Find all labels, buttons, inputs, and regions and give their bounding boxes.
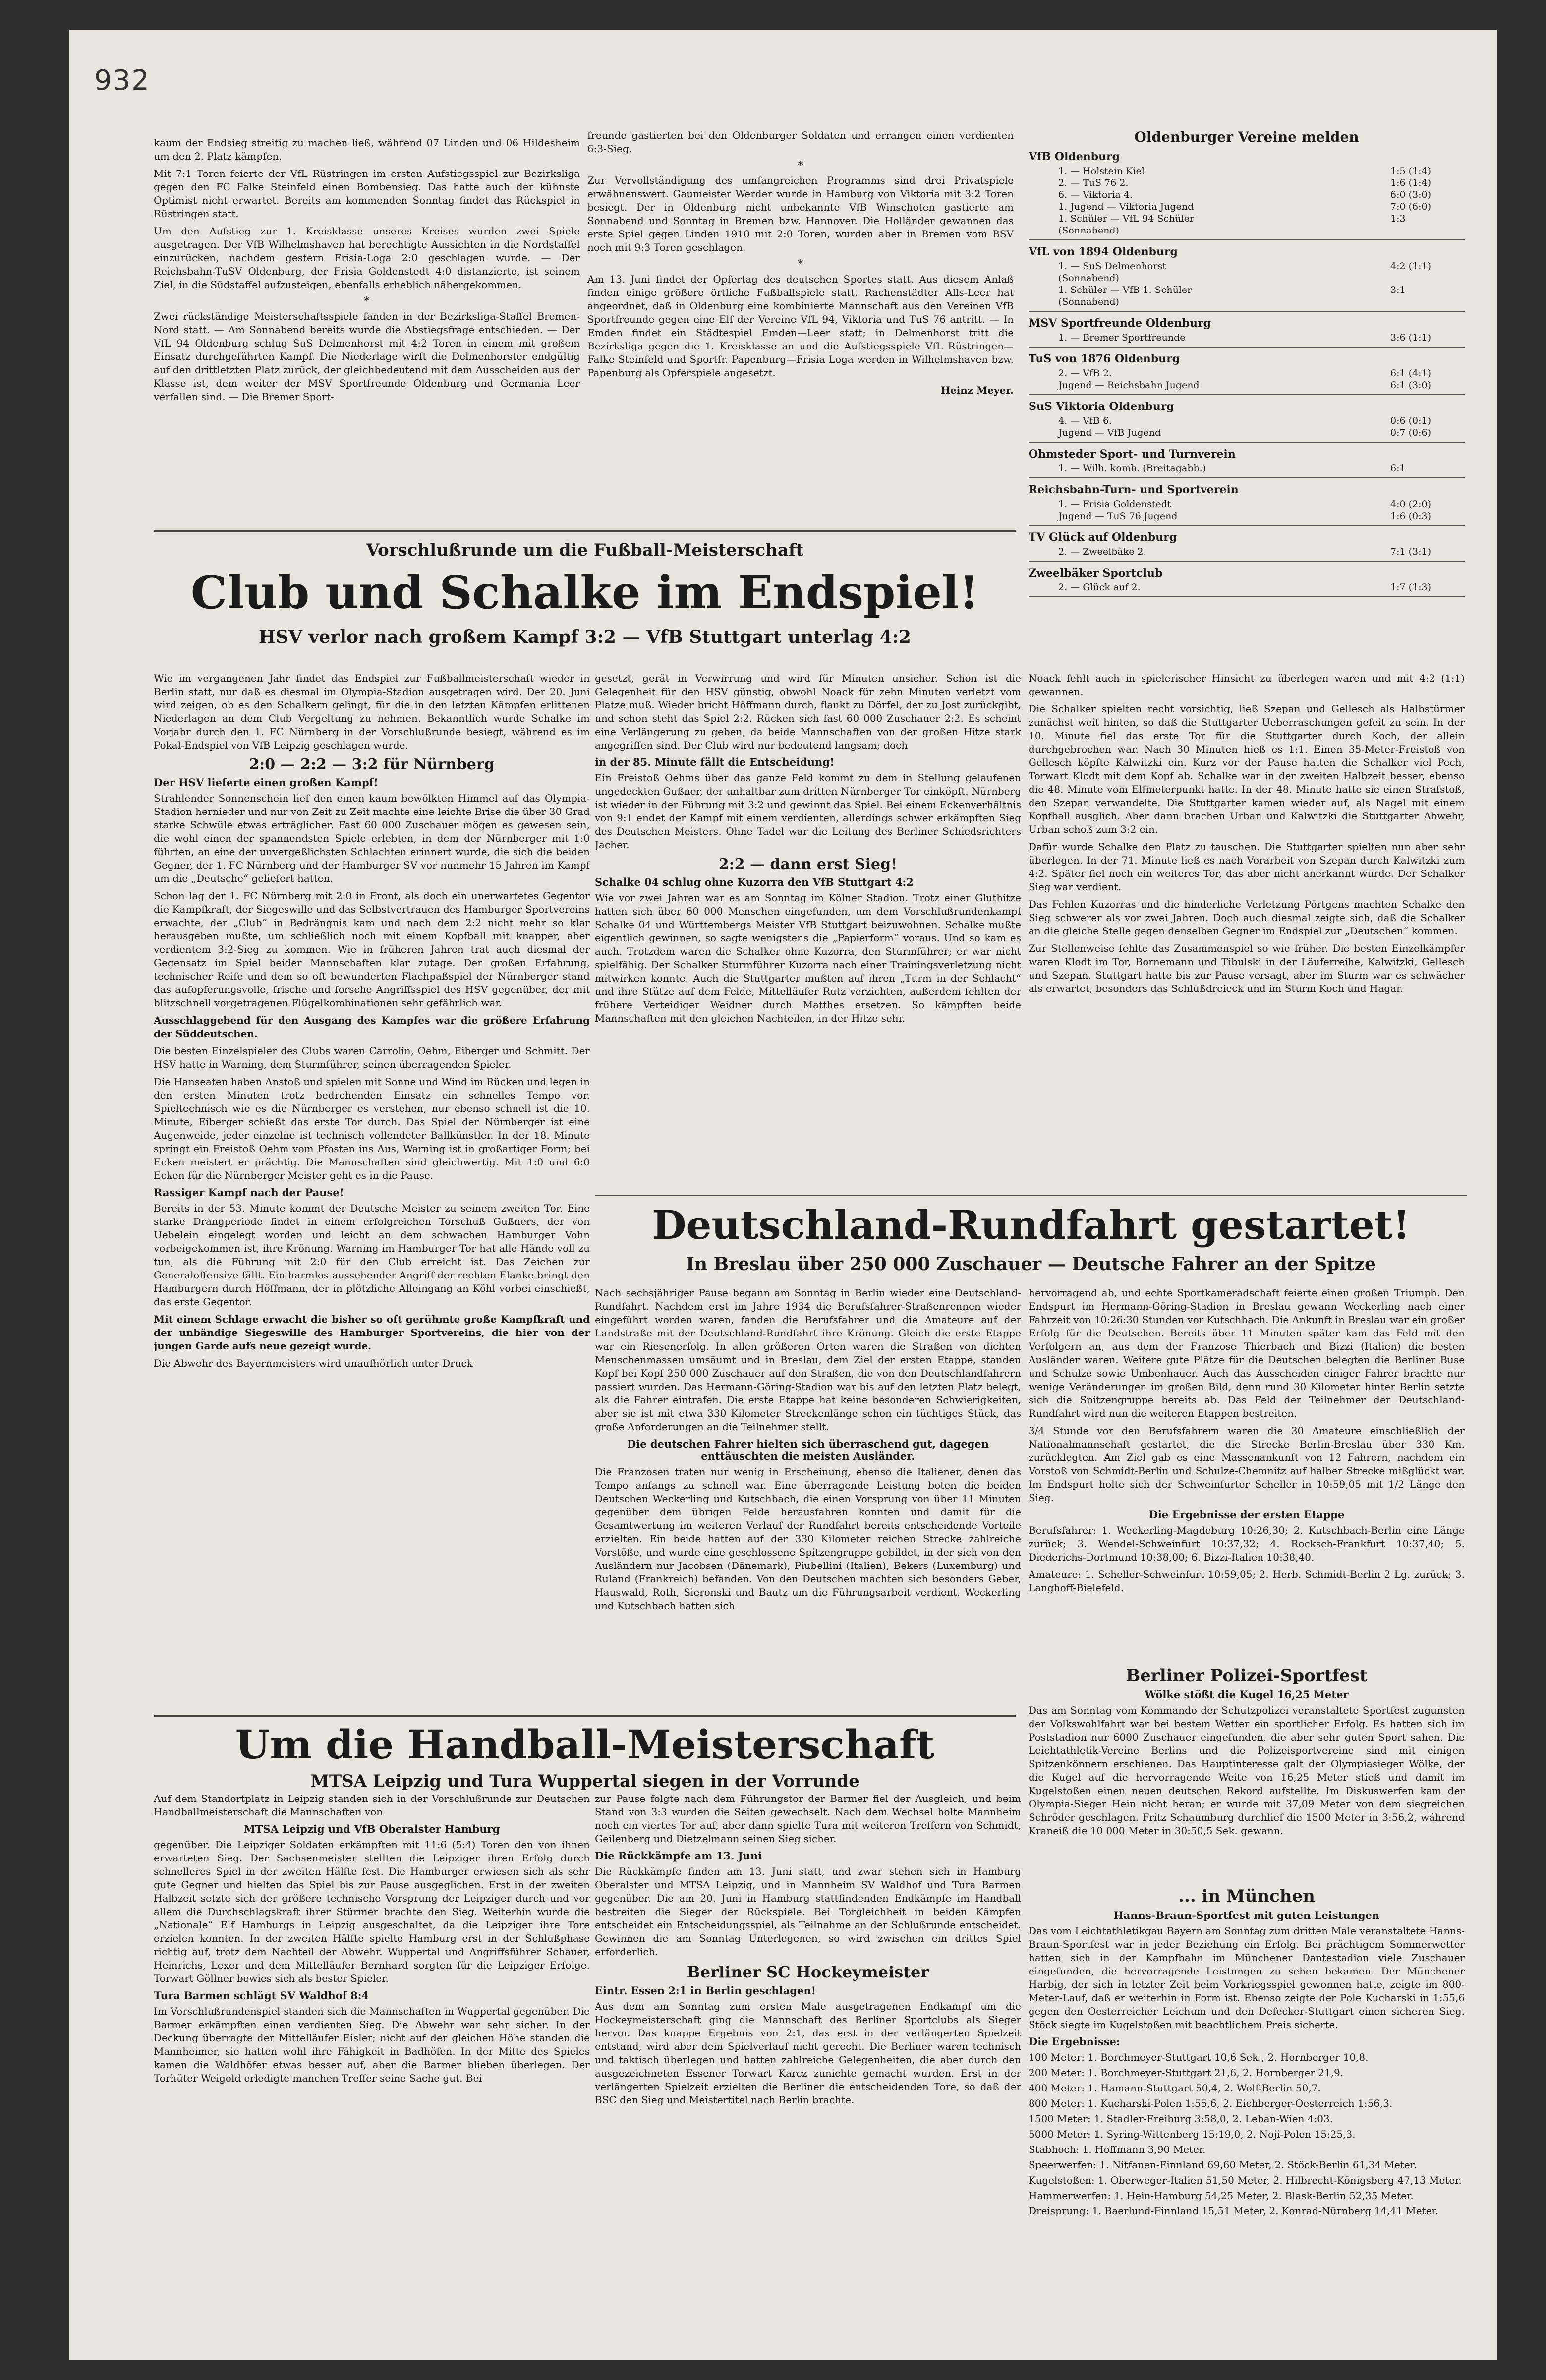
result-row [1029, 284, 1465, 296]
result-row [1029, 367, 1465, 379]
club-divider [1029, 347, 1465, 348]
match-score: 3:1 [1390, 285, 1406, 295]
match-name: 1. — Frisia Goldenstedt [1058, 499, 1171, 510]
match-name: 1. — Holstein Kiel [1058, 166, 1145, 176]
match-name: 1. Schüler — VfL 94 Schüler [1058, 213, 1194, 224]
club-divider [1029, 561, 1465, 562]
paragraph: Ausschlaggebend für den Ausgang des Kampfes war die größere Erfahrung der Süddeutschen. [154, 1014, 590, 1040]
club-name: VfL von 1894 Oldenburg [1029, 245, 1178, 258]
football-column-3 [1029, 672, 1465, 1187]
result-line: Stabhoch: 1. Hoffmann 3,90 Meter. [1029, 2144, 1206, 2155]
results-title: Oldenburger Vereine melden [1134, 129, 1359, 145]
paragraph: Wie vor zwei Jahren war es am Sonntag im Kölner Stadion. Trotz einer Gluthitze hatten sich über 60 000 Menschen eingefunden, um dem Vorschlußrundenkampf Schalke 04 und Württembergs Meister VfB Stuttgart beizuwohnen. Schalke mußte eigentlich gewinnen, so sagte wenigstens die „Papierform“ voraus. Und so kam es auch. Trotzdem waren die Schalker ohne Kuzorra, den Sturmführer; er war nicht spielfähig. Der Schalker Sturmführer Kuzorra nach einer Trainingsverletzung nicht mitwirken konnte. Auch die Stuttgarter mußten auf ihren „Turm in der Schlacht“ und ihre Stütze auf dem Felde, Mittelläufer Rutz verzichten, außerdem fehlten der frühere Verteidiger Weidner durch Matthes ersetzen. So kämpften beide Mannschaften mit den gleichen Nachteilen, in der Hitze sehr. [595, 892, 1021, 1024]
result-line: Hammerwerfen: 1. Hein-Hamburg 54,25 Meter, 2. Blask-Berlin 52,35 Meter. [1029, 2190, 1414, 2202]
paragraph: Aus dem am Sonntag zum ersten Male ausgetragenen Endkampf um die Hockeymeisterschaft ging die Mannschaft des Berliner Sportclubs als Sieger hervor. Das knappe Ergebnis von 2:1, das erst in der verlängerten Spielzeit entstand, wird aber dem Spielverlauf nicht gerecht. Die Berliner waren technisch und taktisch überlegen und hatten zahlreiche Gelegenheiten, die aber durch den ausgezeichneten Essener Torwart Karcz zunichte gemacht wurden. Erst in der verlängerten Spielzeit erzielten die Berliner die entscheidenden Tore, so daß der BSC den Sieg und Meistertitel nach Berlin brachte. [595, 2000, 1021, 2106]
result-row [1029, 427, 1465, 439]
club-name: VfB Oldenburg [1029, 150, 1120, 163]
cycling-column-1 [595, 1286, 1021, 1723]
cycling-headline: Deutschland-Rundfahrt gestartet! [652, 1202, 1410, 1248]
club-results-list [1029, 150, 1465, 597]
subheading: Der HSV lieferte einen großen Kampf! [154, 776, 378, 789]
subheading: Berliner SC Hockeymeister [687, 1963, 929, 1981]
match-name: 2. — Zweelbäke 2. [1058, 546, 1146, 557]
subheading: 2:2 — dann erst Sieg! [718, 856, 898, 873]
page-number: 932 [94, 64, 150, 97]
cycling-headline-block [595, 1195, 1467, 1285]
munich-headline: ... in München [1178, 1886, 1315, 1906]
result-line: 5000 Meter: 1. Syring-Wittenberg 15:19,0, 2. Noji-Polen 15:25,3. [1029, 2128, 1356, 2140]
match-name: 1. — Wilh. komb. (Breitagabb.) [1058, 463, 1206, 474]
match-score: 6:1 (4:1) [1390, 368, 1431, 379]
handball-headline-block [154, 1715, 1016, 1791]
match-score [1390, 296, 1465, 308]
result-row [1029, 177, 1465, 189]
match-score: 0:7 (0:6) [1390, 427, 1431, 438]
result-row [1029, 415, 1465, 427]
match-name: (Sonnabend) [1058, 225, 1119, 236]
paragraph: Die Rückkämpfe finden am 13. Juni statt, und zwar stehen sich in Hamburg Oberalster und MTSA Leipzig, und in Mannheim SV Waldhof und Tura Barmen gegenüber. Die am 20. Juni in Hamburg stattfindenden Endkämpfe im Handball bestreiten die Sieger der Rückspiele. Bei Torgleichheit in beiden Kämpfen entscheidet ein Entscheidungsspiel, als Teilnahme an der Schlußrunde entscheidet. Gewinnen die am Sonntag Unterlegenen, so wird zwischen ein drittes Spiel erforderlich. [595, 1865, 1021, 1958]
match-score: 4:2 (1:1) [1390, 261, 1431, 272]
subheading: MTSA Leipzig und VfB Oberalster Hamburg [243, 1823, 500, 1835]
result-row [1029, 260, 1465, 272]
football-kicker: Vorschlußrunde um die Fußball-Meisterschaft [366, 540, 804, 560]
match-score: 1:5 (1:4) [1390, 166, 1431, 176]
paragraph: Zwei rückständige Meisterschaftsspiele fanden in der Bezirksliga-Staffel Bremen-Nord statt. — Am Sonnabend bereits wurde die Abstiegsfrage entschieden. — Der VfL 94 Oldenburg schlug SuS Delmenhorst mit 4:2 Toren in einem mit großem Einsatz durchgeführten Kampf. Die Niederlage wirft die Delmenhorster endgültig auf den drittletzten Platz zurück, der gleichbedeutend mit dem Ausscheiden aus der Klasse ist, dem weiter der MSV Sportfreunde Oldenburg und Germania Leer verfallen sind. — Die Bremer Sport- [154, 310, 580, 403]
match-score: 3:6 (1:1) [1390, 332, 1431, 343]
paragraph: Berufsfahrer: 1. Weckerling-Magdeburg 10:26,30; 2. Kutschbach-Berlin eine Länge zurück; 3. Wendel-Schweinfurt 10:37,32; 4. Rocksch-Frankfurt 10:37,40; 5. Diederichs-Dortmund 10:38,00; 6. Bizzi-Italien 10:38,40. [1029, 1524, 1465, 1563]
result-row [1029, 498, 1465, 510]
paragraph: zur Pause folgte nach dem Führungstor der Barmer fiel der Ausgleich, und beim Stand von 3:3 wurden die Seiten gewechselt. Nach dem Wechsel holte Mannheim noch ein viertes Tor auf, aber dann spielte Tura mit weiteren Treffern von Schmidt, Geilenberg und Dietzelmann seinen Sieg sicher. [595, 1793, 1021, 1845]
match-score: 7:1 (3:1) [1390, 546, 1431, 557]
subheading: Tura Barmen schlägt SV Waldhof 8:4 [154, 1989, 369, 2002]
column-local-football-1 [154, 136, 580, 528]
result-row [1029, 272, 1465, 284]
paragraph: Nach sechsjähriger Pause begann am Sonntag in Berlin wieder eine Deutschland-Rundfahrt. Nachdem erst im Jahre 1934 die Berufsfahrer-Straßenrennen wieder eingeführt worden waren, fanden die Berufsfahrer und die Amateure auf der Landstraße mit der Deutschland-Rundfahrt ihre Krönung. Gleich die erste Etappe war ein Riesenerfolg. In allen größeren Orten waren die Straßen von dichten Menschenmassen umsäumt und in Breslau, dem Ziel der ersten Etappe, standen Kopf bei Kopf 250 000 Zuschauer auf den Straßen, die von den Deutschlandfahrern passiert wurden. Das Hermann-Göring-Stadion war bis auf den letzten Platz belegt, als die Fahrer eintrafen. Die erste Etappe hat keine besonderen Schwierigkeiten, aber sie ist mit etwa 330 Kilometer Streckenlänge schon ein tüchtiges Stück, das große Anforderungen an die Teilnehmer stellt. [595, 1287, 1021, 1433]
paragraph: gesetzt, gerät in Verwirrung und wird für Minuten unsicher. Schon ist die Gelegenheit für den HSV günstig, obwohl Noack für zehn Minuten verletzt vom Platze muß. Wieder bricht Höffmann durch, flankt zu Dörfel, der zu Jost zurückgibt, und schon steht das Spiel 2:2. Rücken sich fast 60 000 Zuschauer 2:2. Es scheint eine Verlängerung zu geben, da beide Mannschaften von der großen Hitze stark angegriffen sind. Der Club wird nur bedeutend langsam; doch [595, 672, 1021, 751]
subheading: Eintr. Essen 2:1 in Berlin geschlagen! [595, 1984, 816, 1997]
paragraph: Dafür wurde Schalke den Platz zu tauschen. Die Stuttgarter spielten nun aber sehr überlegen. In der 71. Minute ließ es nach Vorarbeit von Szepan durch Kalwitzki zum 4:2. Später fiel noch ein weiteres Tor, das aber nicht anerkannt wurde. Der Schalker Sieg war verdient. [1029, 841, 1465, 893]
match-score: 0:6 (0:1) [1390, 415, 1431, 426]
result-line: 100 Meter: 1. Borchmeyer-Stuttgart 10,6 Sek., 2. Hornberger 10,8. [1029, 2051, 1369, 2063]
club-divider [1029, 311, 1465, 312]
column-local-football-2 [587, 129, 1014, 521]
subheading: Die deutschen Fahrer hielten sich überraschend gut, dagegen enttäuschten die meisten Ausländer. [627, 1438, 989, 1462]
paragraph: Zur Vervollständigung des umfangreichen Programms sind drei Privatspiele erwähnenswert. Gaumeister Werder wurde in Hamburg von Viktoria mit 3:2 Toren besiegt. Der in Oldenburg nicht unbekannte VfB Winschoten gastierte am Sonnabend und Sonntag in Bremen bzw. Hannover. Die Holländer gewannen das erste Spiel gegen Linden 1910 mit 2:0 Toren, wurden aber in Bremen vom BSV noch mit 9:3 Toren geschlagen. [587, 174, 1014, 253]
match-score [1390, 272, 1465, 284]
paragraph: Das vom Leichtathletikgau Bayern am Sonntag zum dritten Male veranstaltete Hanns-Braun-Sportfest war in jeder Beziehung ein Erfolg. Bei prächtigem Sommerwetter hatten sich in der Kampfbahn im Münchener Dantestadion viele Zuschauer eingefunden, die hervorragende Leistungen zu sehen bekamen. Der Münchener Harbig, der sich in letzter Zeit beim Vorkriegsspiel gewonnen hatte, zeigte im 800-Meter-Lauf, daß er weiterhin in Form ist. Ebenso zeigte der Pole Kucharski in 1:55,6 gegen den Oesterreicher Leichum und den Defecker-Stuttgart einen sicheren Sieg. Stöck siegte im Kugelstoßen mit beachtlichem Preis sicherte. [1029, 1925, 1465, 2031]
result-line: Speerwerfen: 1. Nitfanen-Finnland 69,60 Meter, 2. Stöck-Berlin 61,34 Meter. [1029, 2159, 1417, 2171]
cycling-subhead: In Breslau über 250 000 Zuschauer — Deutsche Fahrer an der Spitze [686, 1254, 1376, 1275]
paragraph: gegenüber. Die Leipziger Soldaten erkämpften mit 11:6 (5:4) Toren den von ihnen erwarteten Sieg. Der Sachsenmeister stellten die Leipziger ihren Erfolg durch schnelleres Spiel in der zweiten Hälfte fest. Die Hamburger erwiesen sich als sehr gute Gegner und hielten das Spiel bis zur Pause ausgeglichen. Erst in der zweiten Halbzeit setzte sich der größere technische Vorsprung der Leipziger durch und vor allem die Durchschlagskraft ihrer Stürmer brachte den Sieg. Weiterhin wurde die „Nationale“ Elf Hamburgs in Leipzig ausgeschaltet, da die Leipziger ihre Tore erzielen konnten. In der zweiten Hälfte spielte Hamburg erst in der Schlußphase richtig auf, trotz dem Nachteil der Abwehr. Wuppertal und Angriffsführer Schauer, Heinrichs, Lexer und dem Mittelläufer Bernhard sorgten für die Leipziger Erfolge. Torwart Göllner bewies sich als bester Spieler. [154, 1839, 590, 1984]
handball-headline: Um die Handball-Meisterschaft [235, 1721, 935, 1768]
paragraph: hervorragend ab, und echte Sportkameradschaft feierte einen großen Triumph. Den Endspurt im Hermann-Göring-Stadion in Breslau gewann Weckerling nach einer Fahrzeit von 10:26:30 Stunden vor Kutschbach. Die Ankunft in Breslau war ein großer Erfolg für die Deutschen. Bereits über 11 Minuten später kam das Feld mit den Verfolgern an, aus dem der Franzose Thierbach und Bizzi (Italien) die besten Ausländer waren. Weitere gute Plätze für die Deutschen belegten die Berliner Buse und Schulze sowie Umbenhauer. Auch das Ausscheiden einiger Fahrer brachte nur wenige Veränderungen im großen Bild, denn rund 30 Kilometer hinter Berlin setzte sich die Spitzengruppe bereits ab. Das Feld der Teilnehmer der Deutschland-Rundfahrt wird nun die weiteren Etappen bestreiten. [1029, 1287, 1465, 1419]
match-score: 6:1 [1390, 463, 1406, 474]
police-subhead: Wölke stößt die Kugel 16,25 Meter [1145, 1688, 1349, 1701]
handball-subhead: MTSA Leipzig und Tura Wuppertal siegen in der Vorrunde [310, 1771, 859, 1791]
match-name: (Sonnabend) [1058, 296, 1119, 307]
separator-star: * [798, 160, 803, 172]
paragraph: Die Hanseaten haben Anstoß und spielen mit Sonne und Wind im Rücken und legen in den ersten Minuten trotz bedrohenden Einsatz ein schnelles Tempo vor. Spieltechnisch wie es die Nürnberger es verstehen, nur ebenso schnell ist die 10. Minute, Eiberger schießt das erste Tor durch. Das Spiel der Nürnberger ist eine Augenweide, jeder einzelne ist technisch vollendeter Ballkünstler. In der 18. Minute springt ein Freistoß Oehm vom Pfosten ins Aus, Warning ist in großartiger Form; bei Ecken meistert er prächtig. Die Mannschaften sind gleichwertig. Mit 1:0 und 6:0 Ecken für die Nürnberger Meister geht es in die Pause. [154, 1076, 590, 1181]
result-row [1029, 546, 1465, 558]
match-score: 7:0 (6:0) [1390, 201, 1431, 212]
result-row [1029, 201, 1465, 213]
paragraph: Im Vorschlußrundenspiel standen sich die Mannschaften in Wuppertal gegenüber. Die Barmer erkämpften einen verdienten Sieg. Die Abwehr war sehr sicher. In der Deckung überragte der Mittelläufer Eisler; nicht auf der gleichen Höhe standen die Mannheimer, sie hatten wohl ihre Fähigkeit in Badhöfen. In der Mitte des Spieles kamen die Waldhöfer etwas besser auf, aber die Barmer blieben überlegen. Der Torhüter Weigold erledigte manchen Treffer seine Sache gut. Bei [154, 2005, 590, 2084]
match-name: (Sonnabend) [1058, 273, 1119, 284]
match-name: 1. — Bremer Sportfreunde [1058, 332, 1186, 343]
match-score [1390, 225, 1465, 236]
paragraph: Zur Stellenweise fehlte das Zusammenspiel so wie früher. Die besten Einzelkämpfer waren Klodt im Tor, Bornemann und Tibulski in der Läuferreihe, Kalwitzki, Gellesch und Szepan. Stuttgart hatte bis zur Pause versagt, aber im Sturm war es schwächer als erwartet, besonders das Schlußdreieck und im Sturm Koch und Hagar. [1029, 942, 1465, 994]
club-name: Reichsbahn-Turn- und Sportverein [1029, 483, 1239, 496]
match-name: 1. Schüler — VfB 1. Schüler [1058, 285, 1192, 295]
paragraph: Am 13. Juni findet der Opfertag des deutschen Sportes statt. Aus diesem Anlaß finden einige größere örtliche Fußballspiele statt. Rachenstädter Alls-Leer hat angeordnet, daß in Oldenburg eine kombinierte Mannschaft aus den Vereinen VfB Sportfreunde gegen eine Elf der Vereine VfL 94, Viktoria und TuS 76 antritt. — In Emden findet ein Städtespiel Emden—Leer statt; in Delmenhorst tritt die Bezirksliga gegen die 1. Kreisklasse an und die Aufstiegsspiele VfL Rüstringen—Falke Steinfeld und Sportfr. Papenburg—Frisia Loga werden in Wilhelmshaven bzw. Papenburg als Opferspiele angesetzt. [587, 273, 1014, 379]
result-line: 400 Meter: 1. Hamann-Stuttgart 50,4, 2. Wolf-Berlin 50,7. [1029, 2082, 1321, 2094]
club-name: SuS Viktoria Oldenburg [1029, 400, 1174, 413]
club-name: Zweelbäker Sportclub [1029, 567, 1163, 580]
club-divider [1029, 394, 1465, 395]
paragraph: Bereits in der 53. Minute kommt der Deutsche Meister zu seinem zweiten Tor. Eine starke Drangperiode findet in einem erfolgreichen Torschuß Gußners, der von Uebelein eingelegt worden und leicht an dem schwachen Hamburger Vohn vorbeigekommen ist, ihre Krönung. Warning im Hamburger Tor hat alle Hände voll zu tun, als die Führung mit 2:0 für den Club erreicht ist. Das Zeichen zur Generaloffensive fällt. Ein harmlos aussehender Angriff der rechten Flanke bringt den Hamburgern durch Höffmann, der in plötzliche Alleingang an Köhl vorbei einschießt, das erste Gegentor. [154, 1202, 590, 1308]
paragraph: Noack fehlt auch in spielerischer Hinsicht zu überlegen waren und mit 4:2 (1:1) gewannen. [1029, 672, 1465, 697]
match-name: 1. — SuS Delmenhorst [1058, 261, 1166, 272]
police-sportfest-article [1029, 1666, 1465, 1884]
club-divider [1029, 525, 1465, 526]
handball-column-1 [154, 1792, 590, 2298]
subheading: Schalke 04 schlug ohne Kuzorra den VfB Stuttgart 4:2 [595, 876, 914, 888]
separator-star: * [798, 258, 803, 271]
result-row [1029, 379, 1465, 391]
club-results-box [1029, 129, 1465, 635]
club-name: Ohmsteder Sport- und Turnverein [1029, 448, 1236, 461]
match-score: 1:7 (1:3) [1390, 582, 1431, 593]
football-column-2 [595, 672, 1021, 1187]
subheading: Die Rückkämpfe am 13. Juni [595, 1850, 762, 1862]
match-score: 6:1 (3:0) [1390, 380, 1431, 391]
paragraph: Ein Freistoß Oehms über das ganze Feld kommt zu dem in Stellung gelaufenen ungedeckten Gußner, der unhaltbar zum dritten Nürnberger Tor einköpft. Nürnberg ist wieder in der Führung mit 3:2 und gewinnt das Spiel. Bei einem Eckenverhältnis von 9:1 endet der Kampf mit einem verdienten, allerdings schwer erkämpften Sieg des Deutschen Meisters. Ohne Tadel war die Leitung des Berliner Schiedsrichters Jacher. [595, 772, 1021, 851]
subheading: Die Ergebnisse: [1029, 2035, 1120, 2048]
match-name: Jugend — VfB Jugend [1058, 427, 1161, 438]
paragraph: Die Franzosen traten nur wenig in Erscheinung, ebenso die Italiener, denen das Tempo anfangs zu schnell war. Eine überragende Leistung boten die beiden Deutschen Weckerling und Kutschbach, die einen Vorsprung von über 11 Minuten gegenüber dem übrigen Felde herausfahren konnten und damit für die Gesamtwertung im weiteren Verlauf der Rundfahrt bereits entscheidende Vorteile erzielten. Ein beide hatten auf der 330 Kilometer reichen Strecke zahlreiche Vorstöße, und wurde eine geschlossene Spitzengruppe gebildet, in der sich von den Ausländern nur Jacobsen (Dänemark), Piubellini (Italien), Bekers (Luxemburg) und Ruland (Frankreich) befanden. Von den Deutschen machten sich besonders Geber, Hauswald, Roth, Sieronski und Bautz um die Führungsarbeit verdient. Weckerling und Kutschbach hatten sich [595, 1466, 1021, 1612]
signature: Heinz Meyer. [941, 384, 1014, 396]
result-line: Kugelstoßen: 1. Oberweger-Italien 51,50 Meter, 2. Hilbrecht-Königsberg 47,13 Meter. [1029, 2174, 1462, 2186]
paragraph: Strahlender Sonnenschein lief den einen kaum bewölkten Himmel auf das Olympia-Stadion hernieder und nur von Zeit zu Zeit machte eine leichte Brise die über 30 Grad starke Schwüle etwas erträglicher. Fast 60 000 Zuschauer mögen es gewesen sein, die wohl einen der spannendsten Spiele erlebten, in dem der Nürnberger mit 1:0 führten, an eine der unvergeßlichsten Schlachten erinnert wurde, die sich die beiden Gegner, der 1. FC Nürnberg und der Hamburger SV vor nunmehr 15 Jahren im Kampf um die „Deutsche“ geliefert hatten. [154, 792, 590, 884]
football-column-1 [154, 672, 590, 1708]
club-divider [1029, 596, 1465, 597]
paragraph: Um den Aufstieg zur 1. Kreisklasse unseres Kreises wurden zwei Spiele ausgetragen. Der VfB Wilhelmshaven hat berechtigte Aussichten in die Nordstaffel einzurücken, nachdem gestern Frisia-Loga 2:0 geschlagen wurde. — Der Reichsbahn-TuSV Oldenburg, der Frisia Goldenstedt 4:0 distanzierte, ist seinem Ziel, in die Südstaffel aufzusteigen, ebenfalls erheblich nähergekommen. [154, 225, 580, 290]
paragraph: Das Fehlen Kuzorras und die hinderliche Verletzung Pörtgens machten Schalke den Sieg schwerer als vor zwei Jahren. Doch auch diesmal zeigte sich, daß die Schalker an die gleiche Stelle gegen denselben Gegner im Endspiel zur „Deutschen“ kommen. [1029, 898, 1465, 937]
subheading: 2:0 — 2:2 — 3:2 für Nürnberg [249, 756, 495, 773]
separator-star: * [364, 295, 370, 308]
paragraph: freunde gastierten bei den Oldenburger Soldaten und errangen einen verdienten 6:3-Sieg. [587, 129, 1014, 155]
paragraph: Schon lag der 1. FC Nürnberg mit 2:0 in Front, als doch ein unerwartetes Gegentor die Kampfkraft, der Siegeswille und das Selbstvertrauen des Hamburger Sportvereins erwachte, der „Club“ in Bedrängnis kam und nach dem 2:2 nicht mehr so klar herausgeben mußte, um schließlich noch mit einem Kopfball mit knapper, aber verdientem 3:2-Sieg zu kommen. Wie in früheren Jahren trat auch diesmal der Gegensatz im Spiel beider Mannschaften klar zutage. Der großen Erfahrung, technischer Reife und dem so oft bewunderten Flachpaßspiel der Nürnberger stand das aufopferungsvolle, frische und forsche Angriffsspiel des HSV gegenüber, der mit blitzschnell vorgetragenen Flügelkombinationen sehr gefährlich war. [154, 890, 590, 1009]
subheading: in der 85. Minute fällt die Entscheidung! [595, 756, 835, 768]
newspaper-page [69, 30, 1497, 2360]
subheading: Die Ergebnisse der ersten Etappe [1148, 1509, 1345, 1521]
paragraph: Die besten Einzelspieler des Clubs waren Carrolin, Oehm, Eiberger und Schmitt. Der HSV hatte in Warning, dem Sturmführer, seinen überragenden Spieler. [154, 1045, 590, 1070]
paragraph: Auf dem Standortplatz in Leipzig standen sich in der Vorschlußrunde zur Deutschen Handballmeisterschaft die Mannschaften von [154, 1793, 590, 1818]
paragraph: kaum der Endsieg streitig zu machen ließ, während 07 Linden und 06 Hildesheim um den 2. Platz kämpfen. [154, 137, 580, 162]
club-name: TuS von 1876 Oldenburg [1029, 352, 1180, 365]
handball-column-2 [595, 1792, 1021, 2298]
paragraph: 3/4 Stunde vor den Berufsfahrern waren die 30 Amateure einschließlich der Nationalmannschaft gestartet, die die Strecke Berlin-Breslau über 330 Km. zurücklegten. Am Ziel gab es eine Massenankunft von 12 Fahrern, nachdem ein Vorstoß von Schmidt-Berlin und Schulze-Chemnitz auf halber Strecke mißglückt war. Im Endspurt holte sich der Schweinfurter Scheller in 10:59,05 mit 1/2 Länge den Sieg. [1029, 1425, 1465, 1504]
result-row [1029, 189, 1465, 201]
match-score: 1:6 (1:4) [1390, 177, 1431, 188]
paragraph: Mit einem Schlage erwacht die bisher so oft gerühmte große Kampfkraft und der unbändige Siegeswille des Hamburger Sportvereins, die hier von der jungen Garde aufs neue gezeigt wurde. [154, 1313, 590, 1352]
paragraph: Mit 7:1 Toren feierte der VfL Rüstringen im ersten Aufstiegsspiel zur Bezirksliga gegen den FC Falke Steinfeld einen Bombensieg. Das hatte auch der kühnste Optimist nicht erwartet. Bereits am kommenden Sonntag findet das Rückspiel in Rüstringen statt. [154, 168, 580, 220]
match-name: 1. Jugend — Viktoria Jugend [1058, 201, 1194, 212]
match-name: 2. — Glück auf 2. [1058, 582, 1141, 593]
football-subhead: HSV verlor nach großem Kampf 3:2 — VfB Stuttgart unterlag 4:2 [259, 627, 911, 647]
match-score: 1:6 (0:3) [1390, 511, 1431, 522]
munich-results-list [1029, 2051, 1465, 2218]
match-name: Jugend — Reichsbahn Jugend [1058, 380, 1200, 391]
club-divider [1029, 442, 1465, 443]
result-row [1029, 581, 1465, 593]
police-headline: Berliner Polizei-Sportfest [1126, 1666, 1368, 1685]
result-line: 800 Meter: 1. Kucharski-Polen 1:55,6, 2. Eichberger-Oesterreich 1:56,3. [1029, 2097, 1393, 2109]
club-divider [1029, 239, 1465, 240]
result-line: 200 Meter: 1. Borchmeyer-Stuttgart 21,6, 2. Hornberger 21,9. [1029, 2067, 1344, 2079]
match-score: 4:0 (2:0) [1390, 499, 1431, 510]
result-row [1029, 463, 1465, 474]
subheading: Rassiger Kampf nach der Pause! [154, 1186, 344, 1199]
paragraph: Die Abwehr des Bayernmeisters wird unaufhörlich unter Druck [154, 1357, 473, 1369]
result-line: 1500 Meter: 1. Stadler-Freiburg 3:58,0, 2. Leban-Wien 4:03. [1029, 2113, 1333, 2125]
match-score: 1:3 [1390, 213, 1406, 224]
match-name: 2. — TuS 76 2. [1058, 177, 1129, 188]
cycling-column-2 [1029, 1286, 1465, 1663]
match-name: 6. — Viktoria 4. [1058, 189, 1133, 200]
paragraph: Das am Sonntag vom Kommando der Schutzpolizei veranstaltete Sportfest zugunsten der Volkswohlfahrt war bei bestem Wetter ein sportlicher Erfolg. Es hatten sich im Poststadion nur 6000 Zuschauer eingefunden, die aber sehr guten Sport sahen. Die Leichtathletik-Vereine Berlins und die Polizeisportvereine sind mit einigen Spitzenkönnern erschienen. Das Hauptinteresse galt der Olympiasieger Wölke, der die Kugel auf die hervorragende Weite von 16,25 Meter stieß und damit im Kugelstoßen einen neuen deutschen Rekord aufstellte. Im Diskuswerfen kam der Olympia-Sieger Hein nicht heran; er wurde mit 37,09 Meter von dem siegreichen Schröder geschlagen. Fritz Schaumburg durchlief die 1500 Meter in 3:56,2, während Kraneiß die 10 000 Meter in 30:50,5 Sek. gewann. [1029, 1704, 1465, 1837]
paragraph: Die Schalker spielten recht vorsichtig, ließ Szepan und Gellesch als Halbstürmer zunächst weit hinten, so daß die Stuttgarter Ueberraschungen gefeit zu sein. In der 10. Minute fiel das erste Tor für die Stuttgarter durch Koch, der allein durchgebrochen war. Nach 30 Minuten hieß es 1:1. Einen 35-Meter-Freistoß von Gellesch köpfte Kalwitzki ein. Kurz vor der Pause hatten die Schalker viel Pech, Torwart Klodt mit dem Kopf ab. Schalke war in der zweiten Halbzeit besser, ebenso die 48. Minute vom Elfmeterpunkt hatte. In der 48. Minute hatte sie einen Strafstoß, den Szepan verwandelte. Die Stuttgarter kamen wieder auf, als Nagel mit einem Kopfball ausglich. Aber dann brachen Urban und Kalwitzki die Stuttgarter Abwehr, Urban schoß zum 3:2 ein. [1029, 703, 1465, 835]
result-line: Dreisprung: 1. Baerlund-Finnland 15,51 Meter, 2. Konrad-Nürnberg 14,41 Meter. [1029, 2205, 1439, 2217]
section-divider [154, 530, 1016, 532]
match-name: 4. — VfB 6. [1058, 415, 1112, 426]
munich-subhead: Hanns-Braun-Sportfest mit guten Leistungen [1113, 1909, 1380, 1921]
club-name: MSV Sportfreunde Oldenburg [1029, 317, 1211, 330]
result-row [1029, 225, 1465, 236]
munich-sportfest-article [1029, 1886, 1465, 2318]
match-score: 6:0 (3:0) [1390, 189, 1431, 200]
paragraph: Amateure: 1. Scheller-Schweinfurt 10:59,05; 2. Herb. Schmidt-Berlin 2 Lg. zurück; 3. Langhoff-Bielefeld. [1029, 1568, 1465, 1594]
result-row [1029, 213, 1465, 225]
club-name: TV Glück auf Oldenburg [1029, 531, 1177, 544]
result-row [1029, 165, 1465, 177]
result-row [1029, 510, 1465, 522]
football-headline-block [154, 540, 1016, 669]
club-divider [1029, 477, 1465, 478]
paragraph: Wie im vergangenen Jahr findet das Endspiel zur Fußballmeisterschaft wieder in Berlin statt, nur daß es diesmal im Olympia-Stadion ausgetragen wird. Der 20. Juni wird zeigen, ob es den Schalkern gelingt, für die in den letzten Kämpfen erlittenen Niederlagen an dem Club Vergeltung zu nehmen. Bekanntlich wurde Schalke im Vorjahr durch den 1. FC Nürnberg in der Vorschlußrunde besiegt, während es im Pokal-Endspiel von VfB Leipzig geschlagen wurde. [154, 672, 590, 751]
result-row [1029, 296, 1465, 308]
result-row [1029, 332, 1465, 344]
football-headline: Club und Schalke im Endspiel! [190, 566, 979, 619]
match-name: 2. — VfB 2. [1058, 368, 1112, 379]
match-name: Jugend — TuS 76 Jugend [1058, 511, 1178, 522]
